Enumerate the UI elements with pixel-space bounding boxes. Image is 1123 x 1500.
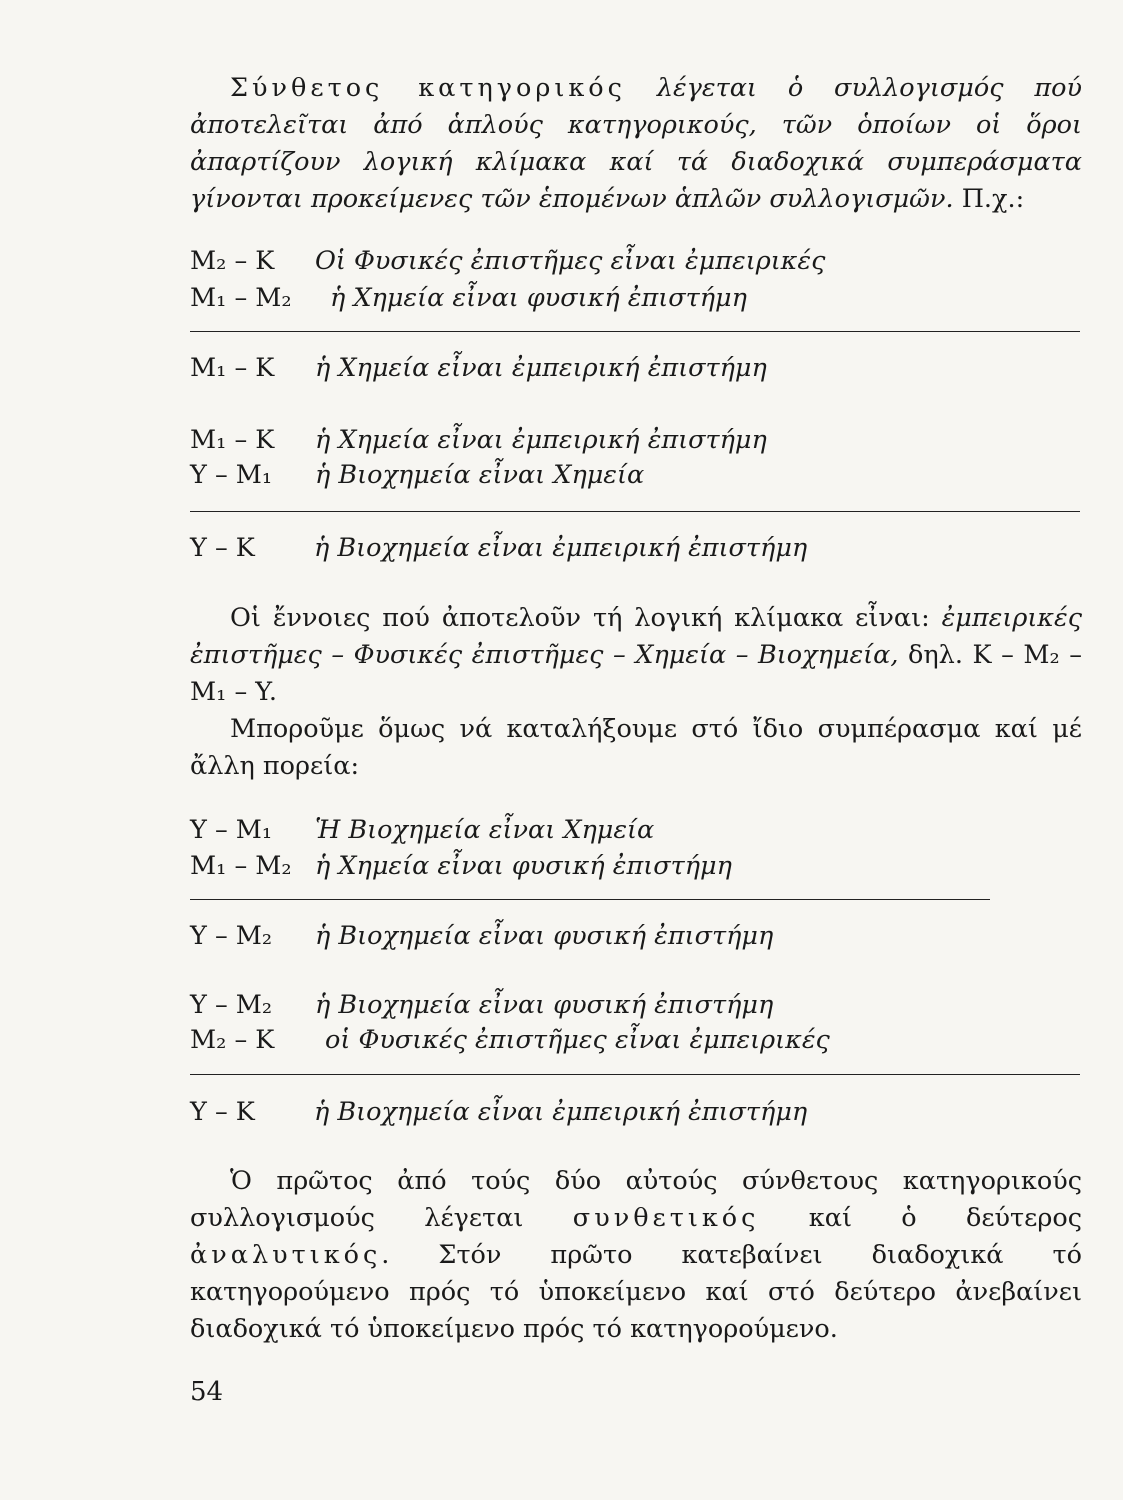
ex2-syl2-premise1: Y – M₂ ἡ Βιοχημεία εἶναι φυσική ἐπιστήμη	[190, 990, 774, 1020]
closing-paragraph: Ὁ πρῶτος ἀπό τούς δύο αὐτούς σύνθετους κατηγορικούς συλλογισμούς λέγεται συνθετικός καί ὁ δεύτερος ἀναλυτικός. Στόν πρῶτο κατεβαίνει διαδοχικά τό κατηγορούμενο πρός τό ὑποκείμενο καί στό δεύτερο ἀνεβαίνει διαδοχικά τό ὑποκείμενο πρός τό κατηγορούμενο.	[190, 1166, 1082, 1344]
ex2-syl1-premise1: Y – M₁ Ἡ Βιοχημεία εἶναι Χημεία	[190, 815, 655, 845]
ex2-syl2-premise2: M₂ – K οἱ Φυσικές ἐπιστῆμες εἶναι ἐμπειρικές	[190, 1025, 830, 1055]
ex1-syl1-premise2: M₁ – M₂ ἡ Χημεία εἶναι φυσική ἐπιστήμη	[190, 283, 747, 313]
ex2-syl2-rule	[190, 1074, 1080, 1075]
intro-definition: λέγεται ὁ συλλογισμός πού ἀποτελεῖται ἀπό ἁπλούς κατηγορικούς, τῶν ὁποίων οἱ ὅροι ἀπαρτίζουν λογική κλίμακα καί τά διαδοχικά συμπεράσματα γίνονται προκείμενες τῶν ἑπομένων ἁπλῶν συλλογισμῶν.	[190, 73, 1082, 214]
ex1-syl2-conclusion: Y – K ἡ Βιοχημεία εἶναι ἐμπειρική ἐπιστήμη	[190, 533, 808, 563]
intro-paragraph	[190, 70, 1082, 218]
ex1-syl1-conclusion: M₁ – K ἡ Χημεία εἶναι ἐμπειρική ἐπιστήμη	[190, 353, 767, 383]
ex1-syl2-premise1: M₁ – K ἡ Χημεία εἶναι ἐμπειρική ἐπιστήμη	[190, 425, 767, 455]
term-synthetic: συνθετικός	[572, 1203, 760, 1233]
ex1-syl1-premise1: M₂ – K Οἱ Φυσικές ἐπιστῆμες εἶναι ἐμπειρικές	[190, 246, 826, 276]
page-number: 54	[190, 1377, 224, 1407]
ex2-syl2-conclusion: Y – K ἡ Βιοχημεία εἶναι ἐμπειρική ἐπιστήμη	[190, 1097, 808, 1127]
ex1-syl2-premise2: Y – M₁ ἡ Βιοχημεία εἶναι Χημεία	[190, 460, 645, 490]
intro-term: Σύνθετος κατηγορικός	[230, 73, 626, 103]
intro-example: Π.χ.:	[961, 184, 1025, 214]
ex1-syl1-rule	[190, 331, 1080, 332]
alternative-paragraph: Μποροῦμε ὅμως νά καταλήξουμε στό ἴδιο συμπέρασμα καί μέ ἄλλη πορεία:	[190, 714, 1082, 781]
ex2-syl1-rule	[190, 899, 990, 900]
term-analytic: ἀναλυτικός	[190, 1240, 382, 1270]
ex2-syl1-conclusion: Y – M₂ ἡ Βιοχημεία εἶναι φυσική ἐπιστήμη	[190, 921, 774, 951]
scale-paragraph: Οἱ ἔννοιες πού ἀποτελοῦν τή λογική κλίμακα εἶναι: ἐμπειρικές ἐπιστῆμες – Φυσικές ἐπιστῆμες – Χημεία – Βιοχημεία, δηλ. K – M₂ – M₁ – Y.	[190, 603, 1083, 707]
ex1-syl2-rule	[190, 511, 1080, 512]
ex2-syl1-premise2: M₁ – M₂ ἡ Χημεία εἶναι φυσική ἐπιστήμη	[190, 851, 732, 881]
scale-chain: ἐμπειρικές ἐπιστῆμες – Φυσικές ἐπιστῆμες – Χημεία – Βιοχημεία,	[190, 603, 1082, 670]
